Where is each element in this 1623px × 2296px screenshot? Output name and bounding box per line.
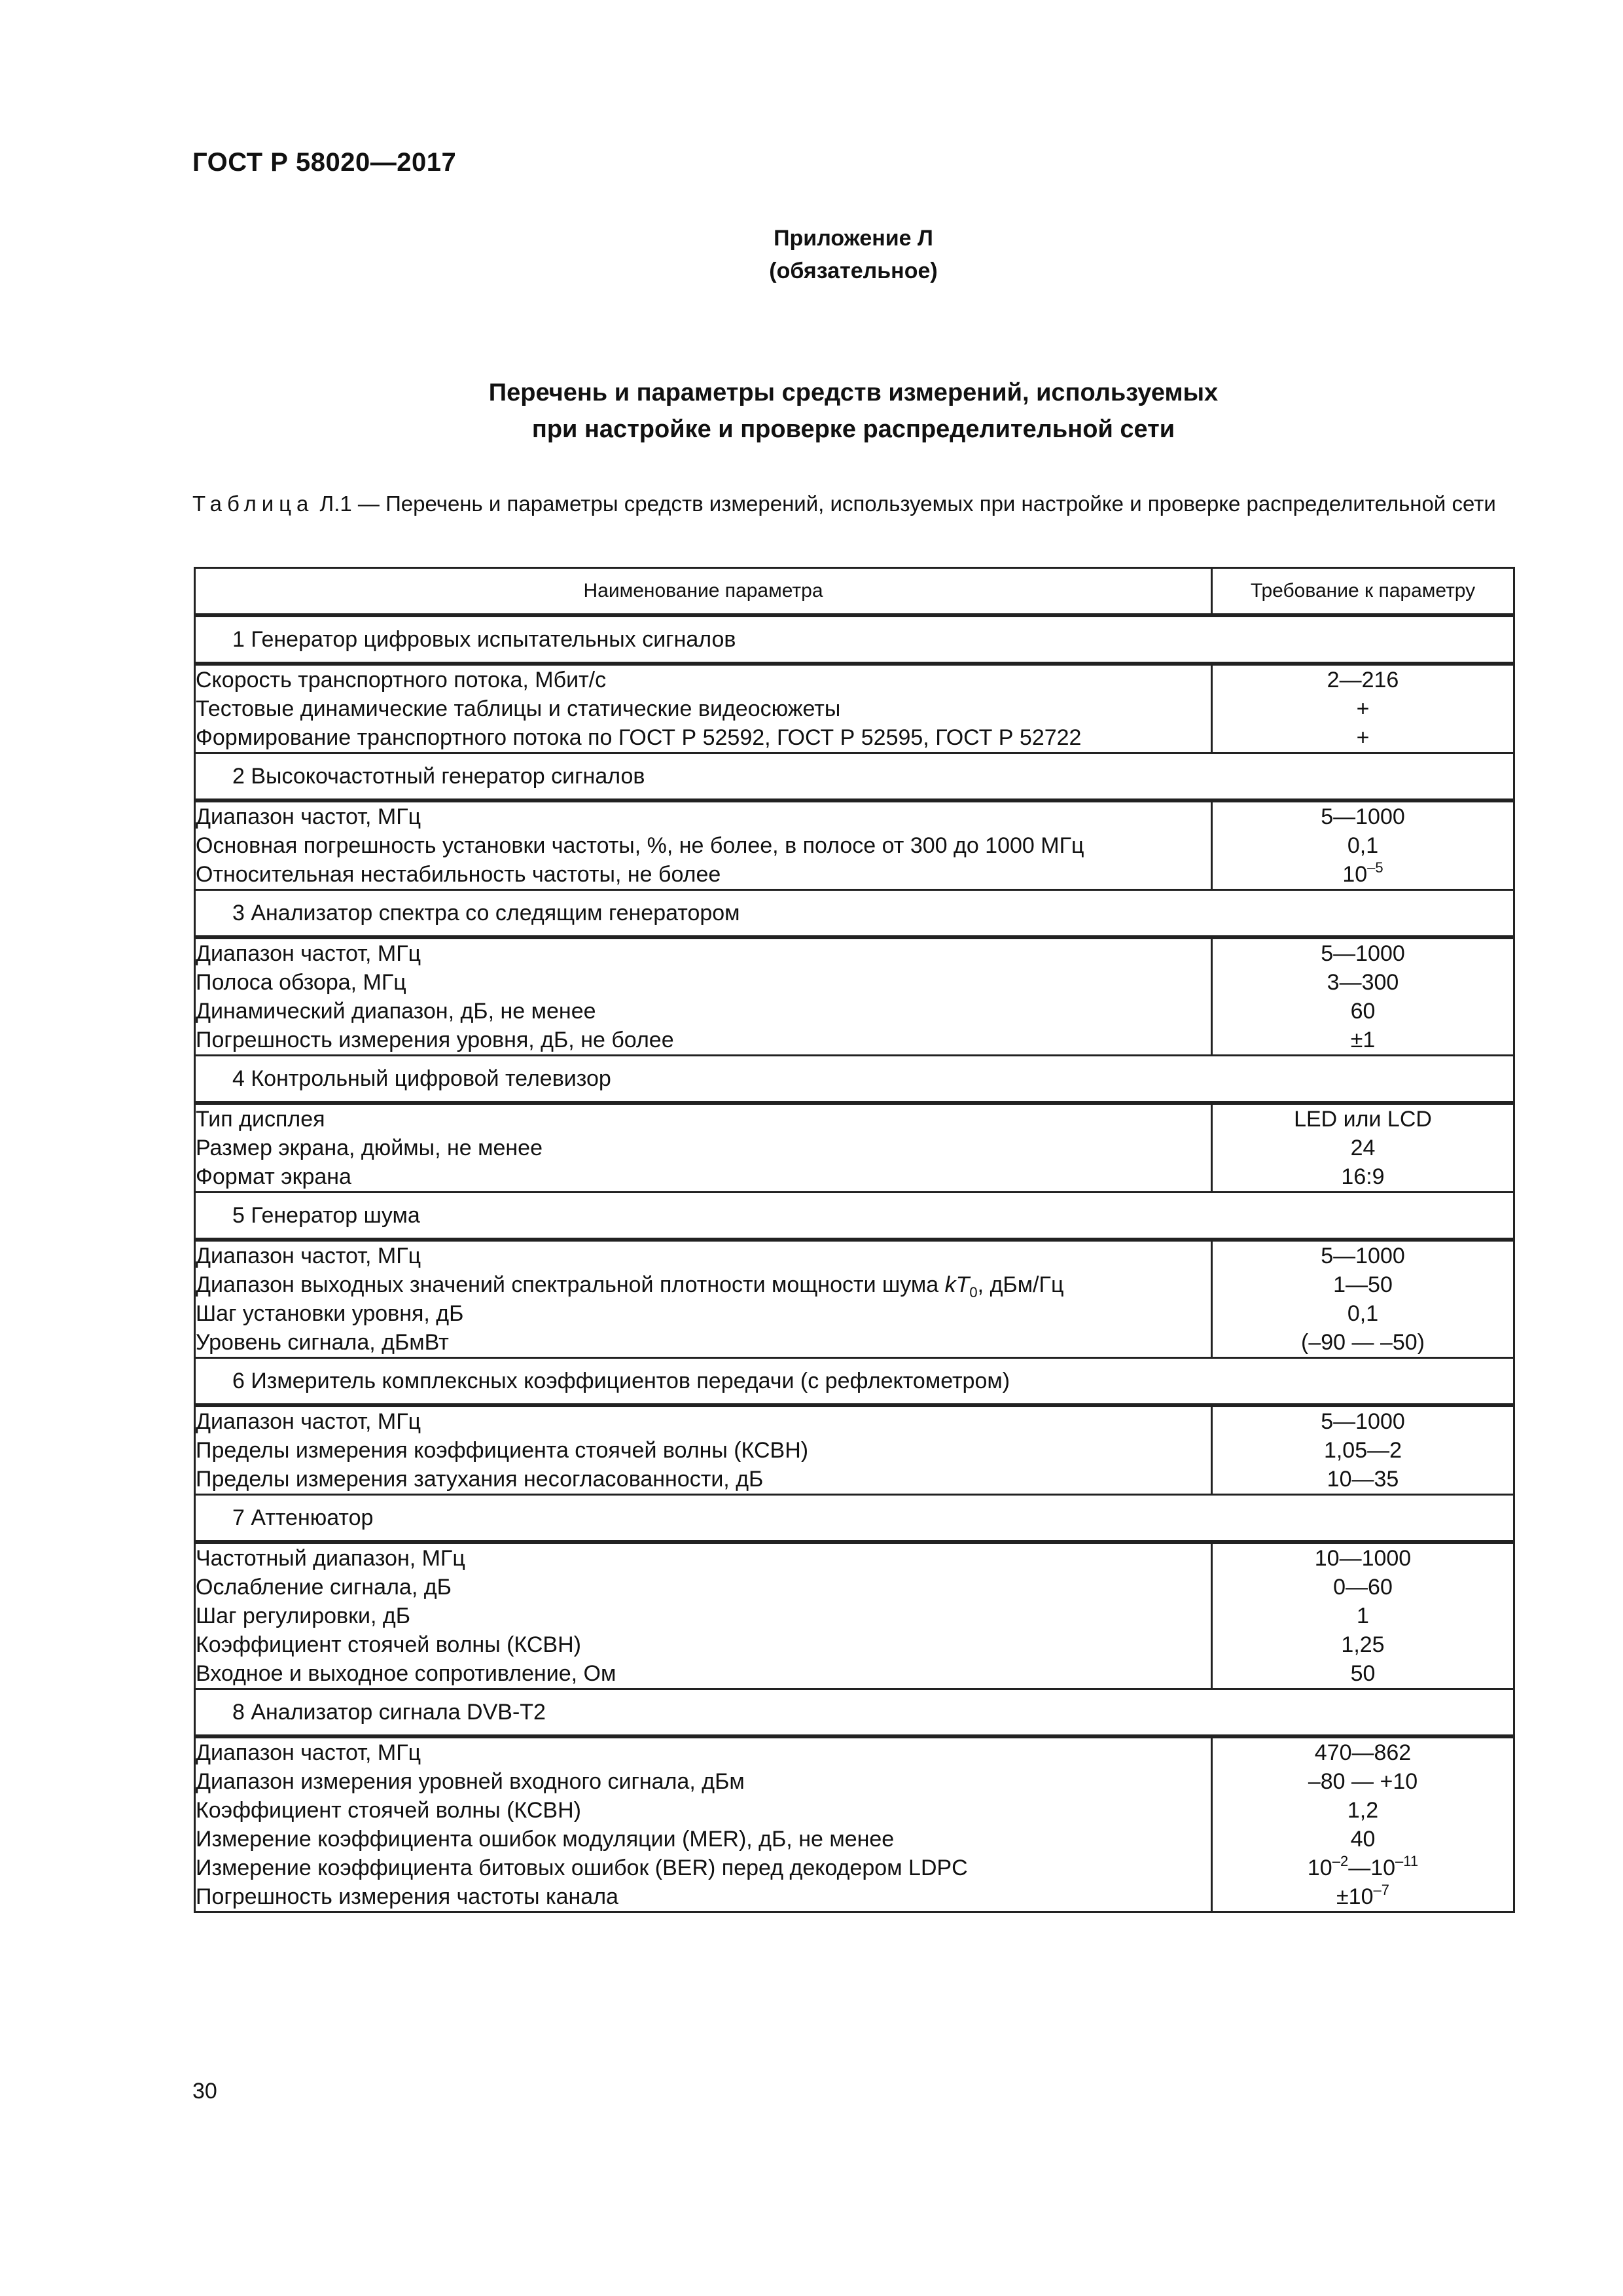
parameter-list [195, 1405, 1212, 1495]
table-row [195, 664, 1514, 753]
table-row [195, 1103, 1514, 1193]
value-exponent: –11 [1395, 1852, 1419, 1869]
table-row [195, 1405, 1514, 1495]
group-title: 6 Измеритель комплексных коэффициентов передачи (с рефлектометром) [195, 1358, 1514, 1406]
table-row [195, 800, 1514, 890]
parameter-value: 40 [1350, 1827, 1376, 1852]
parameter-name: Измерение коэффициента ошибок модуляции (MER), дБ, не менее [196, 1827, 895, 1852]
parameter-name: Диапазон частот, МГц [196, 941, 421, 966]
parameter-value: 24 [1350, 1136, 1376, 1160]
parameter-value: 60 [1350, 999, 1376, 1024]
symbol-subscript: 0 [969, 1283, 978, 1300]
table-group-row [195, 1358, 1514, 1406]
table-row [195, 1240, 1514, 1358]
table-group-row [195, 890, 1514, 938]
parameter-list [195, 800, 1212, 890]
group-title: 5 Генератор шума [195, 1193, 1514, 1240]
parameter-list [195, 937, 1212, 1056]
parameter-value [1213, 860, 1513, 889]
parameter-value: 5—1000 [1321, 804, 1405, 829]
parameter-value: 5—1000 [1321, 1409, 1405, 1434]
parameter-name: Пределы измерения коэффициента стоячей волны (КСВН) [196, 1438, 809, 1463]
table-group-row [195, 615, 1514, 664]
parameter-value: 470—862 [1314, 1740, 1412, 1765]
parameter-value: 5—1000 [1321, 1244, 1405, 1268]
table-caption-text: Л.1 — Перечень и параметры средств измерений, используемых при настройке и проверке распределительной сети [313, 492, 1496, 516]
parameter-value: 0,1 [1347, 1301, 1379, 1326]
parameter-value: 16:9 [1341, 1164, 1385, 1189]
parameter-name: Коэффициент стоячей волны (КСВН) [196, 1798, 581, 1823]
parameter-name: Формирование транспортного потока по ГОСТ Р 52592, ГОСТ Р 52595, ГОСТ Р 52722 [196, 725, 1082, 750]
parameter-name: Относительная нестабильность частоты, не более [196, 862, 721, 887]
parameter-name: Динамический диапазон, дБ, не менее [196, 999, 596, 1024]
group-title: 2 Высокочастотный генератор сигналов [195, 753, 1514, 801]
parameter-list [195, 1240, 1212, 1358]
parameter-name: Основная погрешность установки частоты, %, не более, в полосе от 300 до 1000 МГц [196, 833, 1084, 858]
table-group-row [195, 1689, 1514, 1737]
parameters-table [194, 567, 1515, 1913]
parameter-value: 2—216 [1327, 668, 1399, 692]
parameter-name: Измерение коэффициента битовых ошибок (BER) перед декодером LDPC [196, 1856, 968, 1880]
value-list [1212, 937, 1514, 1056]
parameter-value: 1—50 [1333, 1272, 1393, 1297]
page-title-line-1: Перечень и параметры средств измерений, используемых [488, 379, 1219, 406]
parameter-name: Уровень сигнала, дБмВт [196, 1330, 449, 1355]
parameter-value: 10—35 [1327, 1467, 1399, 1492]
parameter-value: 0—60 [1333, 1575, 1393, 1600]
appendix-title: Приложение Л [774, 226, 933, 251]
table-row [195, 1736, 1514, 1912]
column-header-parameter: Наименование параметра [195, 568, 1212, 616]
value-exponent: –5 [1367, 859, 1383, 876]
parameter-value: + [1356, 725, 1370, 750]
page-title [192, 374, 1514, 448]
parameter-value: 5—1000 [1321, 941, 1405, 966]
table-caption [192, 488, 1514, 520]
parameter-value: 10—1000 [1314, 1546, 1412, 1571]
parameter-name: Диапазон частот, МГц [196, 1740, 421, 1765]
parameter-name: Диапазон частот, МГц [196, 1409, 421, 1434]
parameter-name: Скорость транспортного потока, Мбит/с [196, 668, 607, 692]
parameter-unit: , дБм/Гц [977, 1272, 1064, 1297]
value-base: 10 [1342, 862, 1368, 887]
group-title: 3 Анализатор спектра со следящим генератором [195, 890, 1514, 938]
parameter-name: Погрешность измерения частоты канала [196, 1884, 618, 1909]
parameter-name: Тип дисплея [196, 1107, 325, 1132]
parameter-name: Коэффициент стоячей волны (КСВН) [196, 1632, 581, 1657]
value-list [1212, 800, 1514, 890]
value-list [1212, 1736, 1514, 1912]
page-number: 30 [192, 2079, 217, 2104]
parameter-name: Погрешность измерения уровня, дБ, не более [196, 1028, 674, 1052]
parameter-value: LED или LCD [1294, 1107, 1432, 1132]
value-exponent: –2 [1332, 1852, 1349, 1869]
table-group-row [195, 1495, 1514, 1543]
parameter-name: Формат экрана [196, 1164, 351, 1189]
table-caption-label: Таблица [192, 492, 314, 516]
parameter-name: Ослабление сигнала, дБ [196, 1575, 452, 1600]
parameter-value: (–90 — –50) [1301, 1330, 1425, 1355]
table-row [195, 1542, 1514, 1689]
parameter-name: Входное и выходное сопротивление, Ом [196, 1661, 616, 1686]
parameter-name: Шаг установки уровня, дБ [196, 1301, 464, 1326]
parameter-name: Шаг регулировки, дБ [196, 1604, 411, 1628]
parameter-value: 50 [1350, 1661, 1376, 1686]
value-list [1212, 1103, 1514, 1193]
value-exponent: –7 [1373, 1881, 1389, 1898]
parameter-list [195, 1542, 1212, 1689]
value-base: —10 [1348, 1856, 1396, 1880]
value-base: ±10 [1336, 1884, 1374, 1909]
page-title-line-2: при настройке и проверке распределительной сети [531, 416, 1175, 443]
value-list [1212, 1240, 1514, 1358]
parameter-name: Частотный диапазон, МГц [196, 1546, 465, 1571]
parameter-list [195, 1103, 1212, 1193]
parameter-value: 0,1 [1347, 833, 1379, 858]
parameter-value [1213, 1882, 1513, 1911]
parameter-name: Тестовые динамические таблицы и статические видеосюжеты [196, 696, 841, 721]
parameter-list [195, 1736, 1212, 1912]
group-title: 4 Контрольный цифровой телевизор [195, 1056, 1514, 1103]
parameter-name [196, 1270, 1211, 1299]
parameter-name: Диапазон частот, МГц [196, 1244, 421, 1268]
parameter-name: Диапазон измерения уровней входного сигнала, дБм [196, 1769, 745, 1794]
value-list [1212, 1405, 1514, 1495]
parameter-value: –80 — +10 [1308, 1769, 1418, 1794]
table-header-row [195, 568, 1514, 616]
symbol-t: T [955, 1272, 970, 1297]
column-header-requirement: Требование к параметру [1212, 568, 1514, 616]
parameter-value: 1,25 [1341, 1632, 1385, 1657]
table-group-row [195, 1193, 1514, 1240]
parameter-name: Пределы измерения затухания несогласованности, дБ [196, 1467, 764, 1492]
table-row [195, 937, 1514, 1056]
value-list [1212, 1542, 1514, 1689]
value-list [1212, 664, 1514, 753]
parameter-value: 1,2 [1347, 1798, 1379, 1823]
table-group-row [195, 1056, 1514, 1103]
document-code: ГОСТ Р 58020—2017 [192, 148, 457, 177]
group-title: 7 Аттенюатор [195, 1495, 1514, 1543]
parameter-value [1213, 1854, 1513, 1882]
parameter-value: 1 [1357, 1604, 1369, 1628]
parameter-value: 1,05—2 [1323, 1438, 1402, 1463]
parameter-text: Диапазон выходных значений спектральной плотности мощности шума [196, 1272, 945, 1297]
parameter-name: Полоса обзора, МГц [196, 970, 406, 995]
appendix-status: (обязательное) [769, 259, 938, 283]
table-group-row [195, 753, 1514, 801]
parameter-value: ±1 [1350, 1028, 1376, 1052]
parameter-value: 3—300 [1327, 970, 1399, 995]
parameter-list [195, 664, 1212, 753]
parameter-name: Диапазон частот, МГц [196, 804, 421, 829]
parameter-value: + [1356, 696, 1370, 721]
group-title: 8 Анализатор сигнала DVB-T2 [195, 1689, 1514, 1737]
group-title: 1 Генератор цифровых испытательных сигналов [195, 615, 1514, 664]
symbol-k: k [944, 1272, 956, 1297]
table-body [195, 615, 1514, 1912]
value-base: 10 [1307, 1856, 1332, 1880]
parameter-name: Размер экрана, дюймы, не менее [196, 1136, 543, 1160]
